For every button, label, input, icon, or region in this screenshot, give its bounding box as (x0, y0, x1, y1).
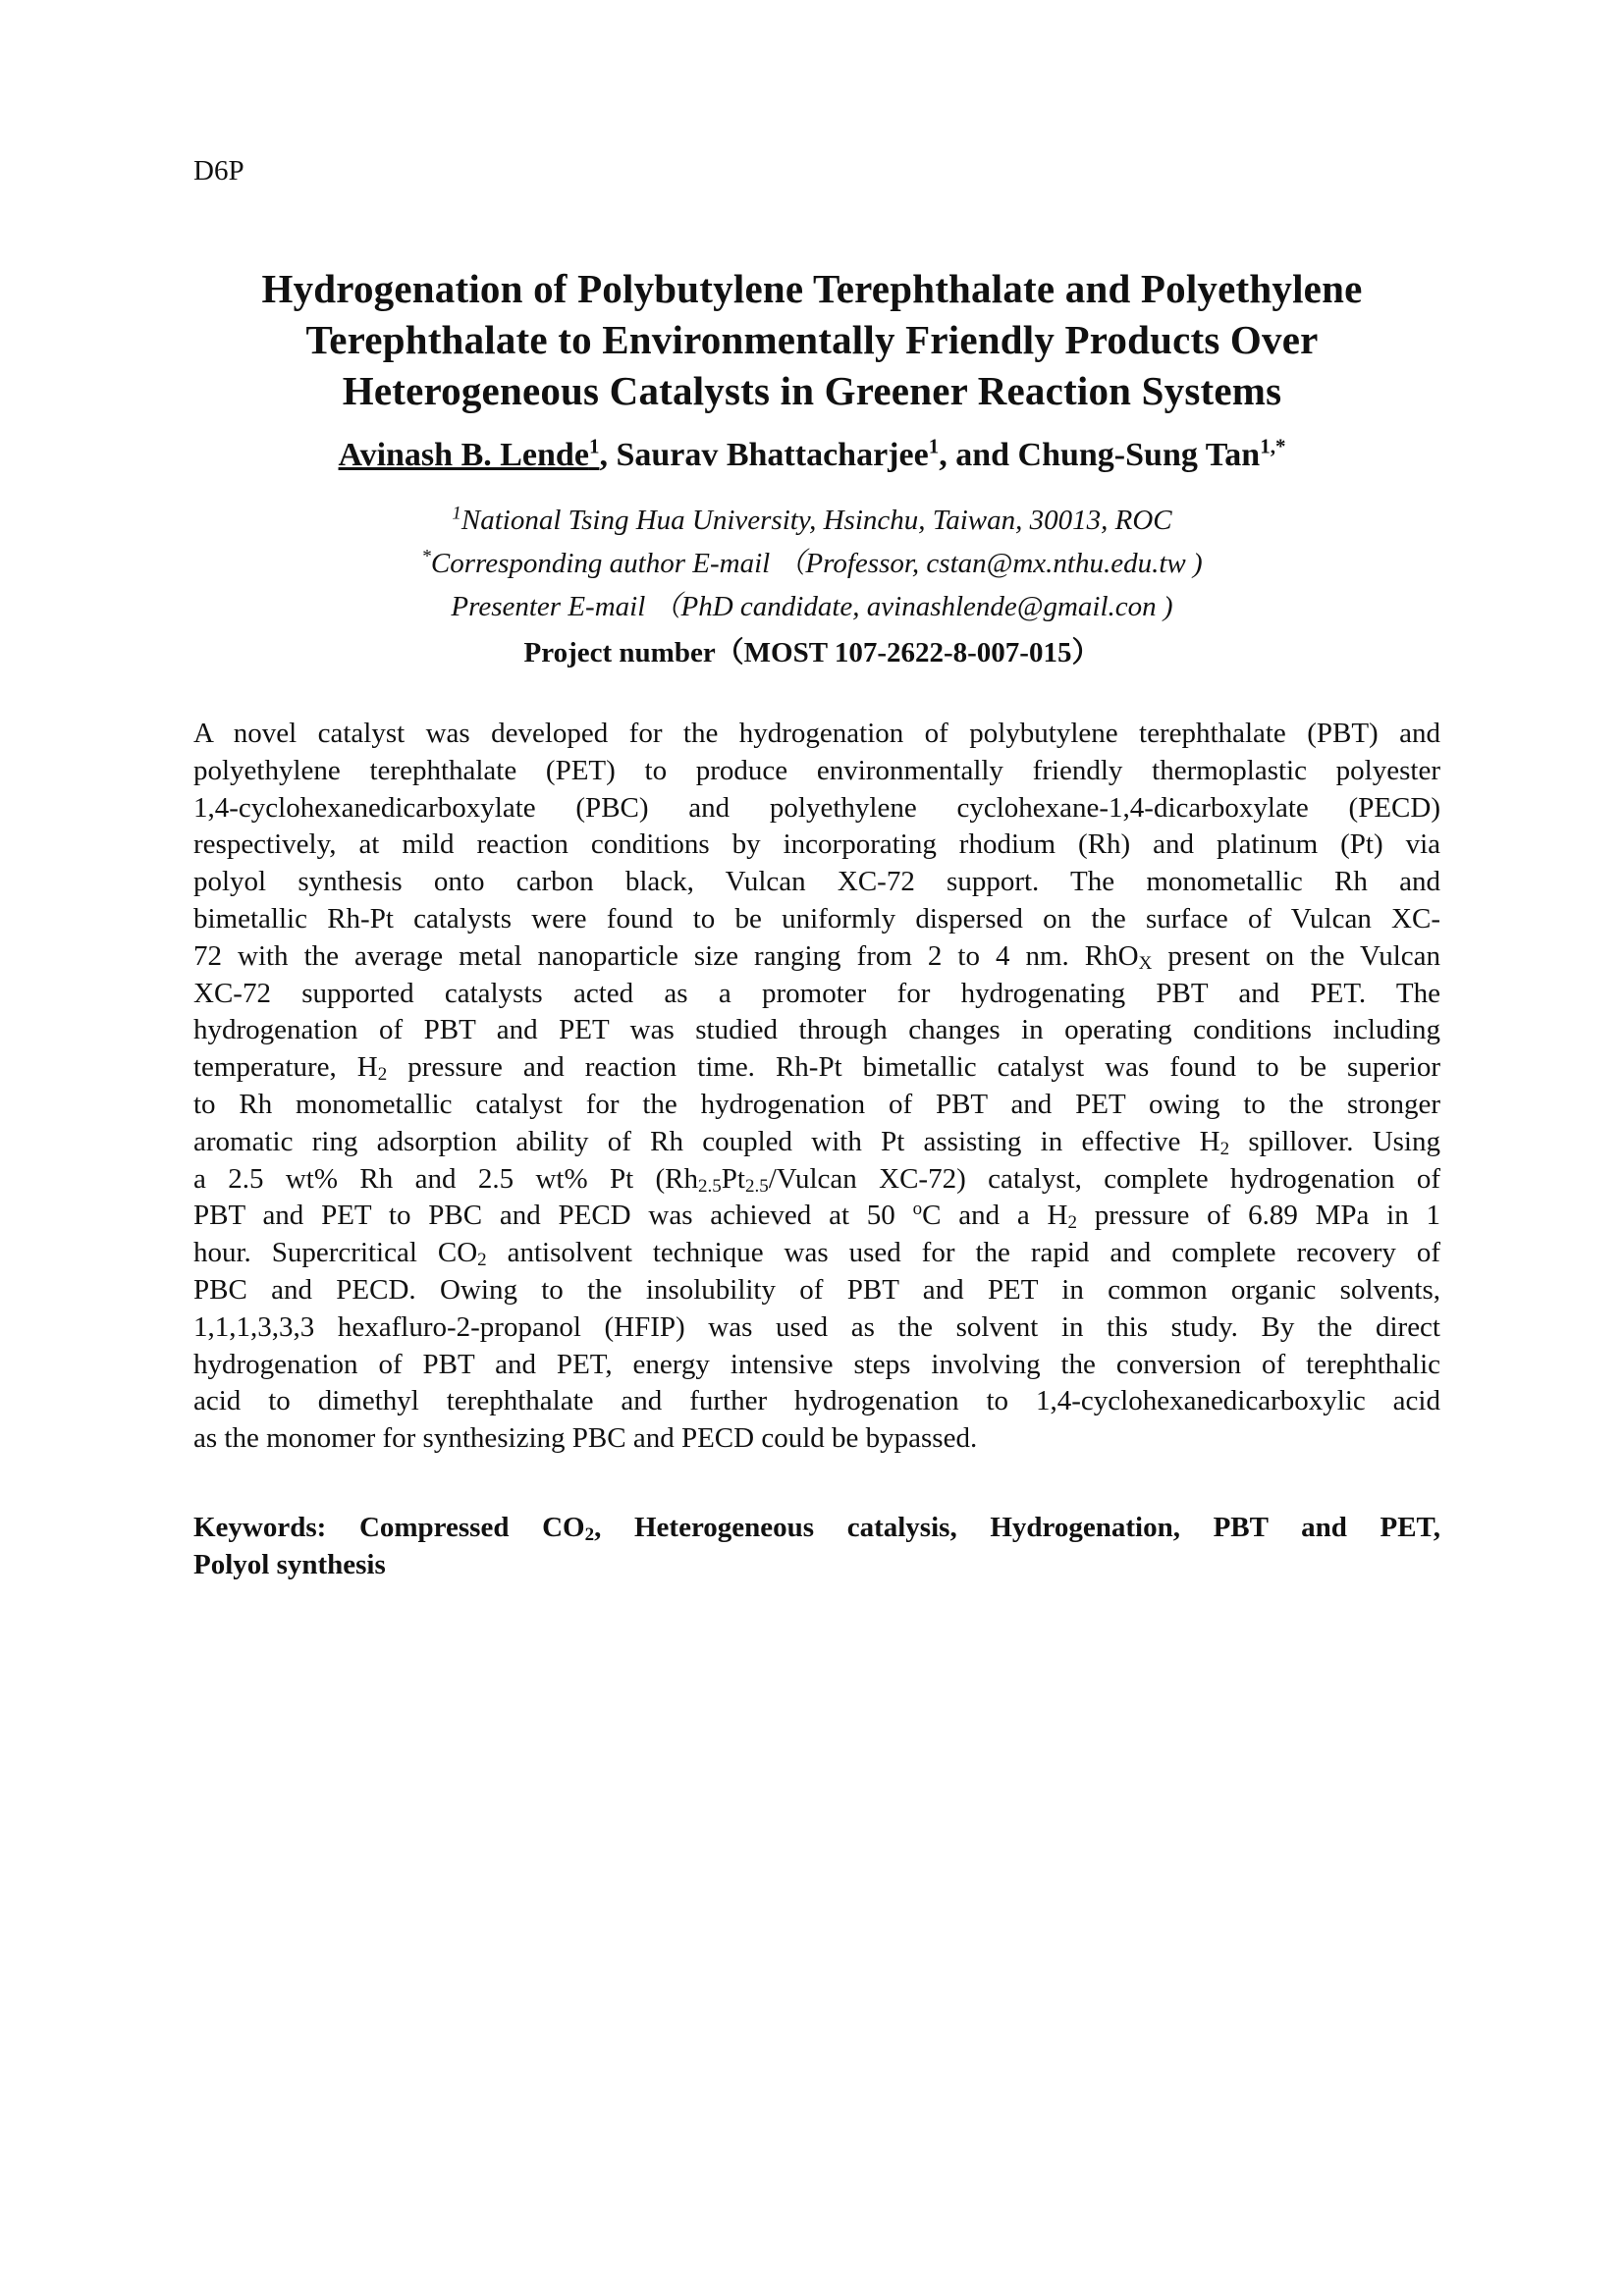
abstract-line: PBC and PECD. Owing to the insolubility of PBT and PET in common organic solvents, (193, 1273, 1440, 1306)
author-affil-marker: 1 (928, 434, 940, 458)
abstract-line (193, 1124, 1440, 1161)
text-run: Keywords: Compressed CO (193, 1512, 585, 1543)
abstract-line: 1,4-cyclohexanedicarboxylate (PBC) and polyethylene cyclohexane-1,4-dicarboxylate (PECD) (193, 791, 1440, 824)
title-line: Heterogeneous Catalysts in Greener Reaction Systems (342, 368, 1282, 413)
abstract-line: as the monomer for synthesizing PBC and PECD could be bypassed. (193, 1422, 978, 1455)
abstract-line: acid to dimethyl terephthalate and further hydrogenation to 1,4-cyclohexanedicarboxylic acid (193, 1385, 1440, 1417)
author-name: Chung-Sung Tan (1017, 437, 1261, 473)
abstract-line (193, 1049, 1440, 1087)
affiliation-text: Presenter E-mail （PhD candidate, avinashlende@gmail.con ) (451, 591, 1173, 622)
subscript: 2.5 (698, 1175, 722, 1197)
subscript: 2 (584, 1524, 595, 1545)
author-affil-marker: 1 (588, 434, 600, 458)
subscript: 2 (477, 1250, 487, 1271)
abstract-line: bimetallic Rh-Pt catalysts were found to be uniformly dispersed on the surface of Vulcan XC- (193, 902, 1440, 934)
text-run: /Vulcan XC-72) catalyst, complete hydrogenation of (768, 1162, 1440, 1195)
keywords-line (193, 1509, 1440, 1546)
author-name: Saurav Bhattacharjee (616, 437, 929, 473)
text-run: C and a H (922, 1200, 1068, 1232)
subscript: X (1138, 952, 1153, 974)
text-run: present on the Vulcan (1152, 939, 1440, 972)
text-run: antisolvent technique was used for the rapid and complete recovery of (486, 1237, 1440, 1269)
affiliation-text: National Tsing Hua University, Hsinchu, Taiwan, 30013, ROC (460, 505, 1172, 536)
abstract-line: respectively, at mild reaction conditions by incorporating rhodium (Rh) and platinum (Pt) via (193, 828, 1440, 861)
affiliation-text: Corresponding author E-mail （Professor, cstan@mx.nthu.edu.tw ) (430, 548, 1203, 579)
author-list (177, 434, 1447, 477)
affiliation-marker: * (421, 546, 431, 567)
abstract-line (193, 938, 1440, 976)
subscript: 2 (1219, 1138, 1230, 1159)
text-run: pressure and reaction time. Rh-Pt bimetallic catalyst was found to be superior (387, 1051, 1440, 1084)
text-run: temperature, H (193, 1051, 378, 1084)
author-name: Avinash B. Lende (338, 437, 589, 473)
subscript: 2.5 (744, 1175, 769, 1197)
page-code: D6P (193, 155, 244, 187)
text-run: PBT and PET to PBC and PECD was achieved at 50 (193, 1200, 913, 1232)
corresponding-author (177, 544, 1447, 583)
project-number: Project number（MOST 107-2622-8-007-015） (523, 637, 1101, 668)
subscript: 2 (1067, 1212, 1077, 1234)
abstract-body (193, 716, 1440, 1458)
affiliation (177, 501, 1447, 540)
text-run: , Heterogeneous catalysis, Hydrogenation, PBT and PET, (594, 1512, 1440, 1543)
paper-title (177, 263, 1447, 416)
text-run: spillover. Using (1229, 1125, 1440, 1157)
abstract-line: polyethylene terephthalate (PET) to produce environmentally friendly thermoplastic polyester (193, 754, 1440, 786)
abstract-line: hydrogenation of PBT and PET, energy intensive steps involving the conversion of terephthalic (193, 1348, 1440, 1380)
presenter-email (177, 587, 1447, 626)
abstract-line: hydrogenation of PBT and PET was studied through changes in operating conditions including (193, 1014, 1440, 1046)
abstract-line: A novel catalyst was developed for the hydrogenation of polybutylene terephthalate (PBT) and (193, 718, 1440, 749)
title-line: Terephthalate to Environmentally Friendly Products Over (305, 317, 1319, 362)
author-presenter (338, 434, 600, 473)
author-separator: , (599, 437, 617, 473)
abstract-line: 1,1,1,3,3,3 hexafluro-2-propanol (HFIP) was used as the solvent in this study. By the direct (193, 1310, 1440, 1343)
text-run: Pt (721, 1162, 745, 1195)
abstract-line (193, 1198, 1440, 1235)
text-run: pressure of 6.89 MPa in 1 (1076, 1200, 1441, 1232)
subscript: 2 (377, 1064, 388, 1086)
author-affil-marker: 1,* (1260, 434, 1286, 458)
text-run: aromatic ring adsorption ability of Rh coupled with Pt assisting in effective H (193, 1125, 1220, 1157)
keywords-line: Polyol synthesis (193, 1549, 386, 1580)
abstract-line (193, 1235, 1440, 1272)
superscript: o (912, 1199, 923, 1220)
affiliation-marker: 1 (452, 503, 461, 524)
author-separator: , and (939, 437, 1018, 473)
text-run: a 2.5 wt% Rh and 2.5 wt% Pt (Rh (193, 1162, 699, 1195)
text-run: hour. Supercritical CO (193, 1237, 478, 1269)
title-line: Hydrogenation of Polybutylene Terephthalate and Polyethylene (261, 266, 1363, 311)
keywords (193, 1509, 1440, 1583)
abstract-line: to Rh monometallic catalyst for the hydrogenation of PBT and PET owing to the stronger (193, 1088, 1440, 1120)
abstract-line: XC-72 supported catalysts acted as a promoter for hydrogenating PBT and PET. The (193, 977, 1440, 1009)
abstract-line (193, 1161, 1440, 1199)
text-run: 72 with the average metal nanoparticle size ranging from 2 to 4 nm. RhO (193, 939, 1139, 972)
abstract-line: polyol synthesis onto carbon black, Vulcan XC-72 support. The monometallic Rh and (193, 866, 1440, 898)
